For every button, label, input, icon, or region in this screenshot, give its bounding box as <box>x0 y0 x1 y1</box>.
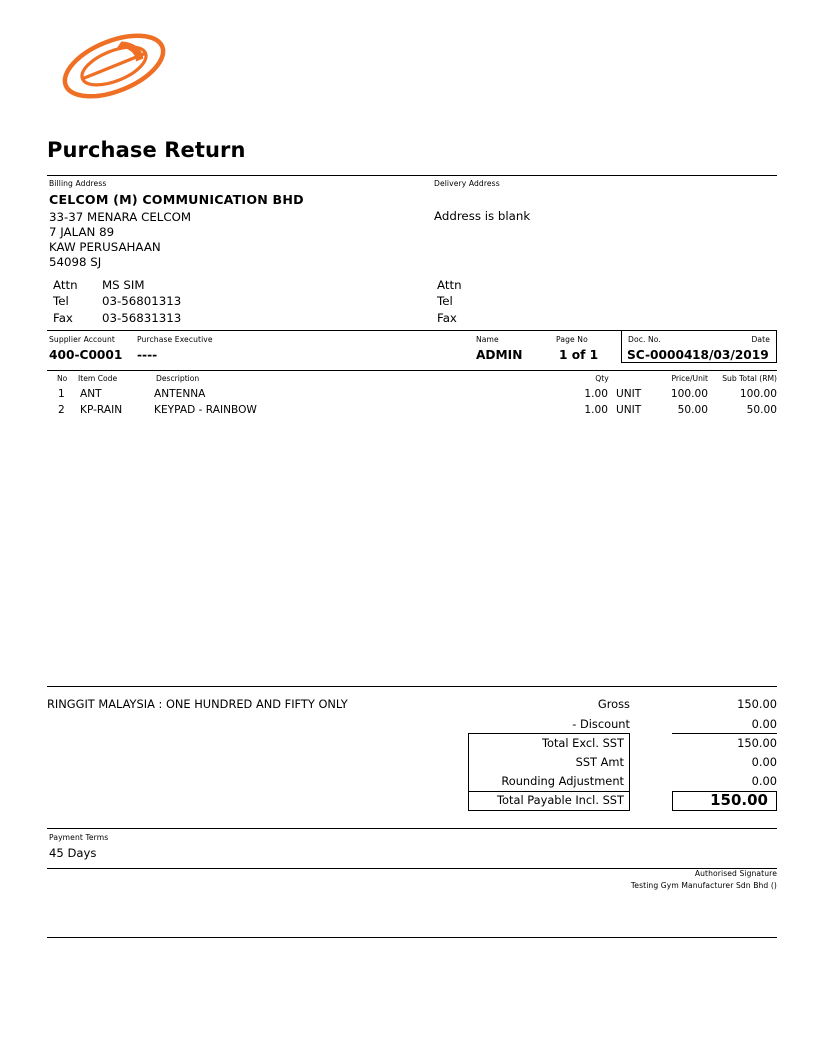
table-row: KEYPAD - RAINBOW <box>154 404 257 416</box>
billing-fax-label: Fax <box>53 311 73 325</box>
table-row: 50.00 <box>677 404 708 416</box>
table-row: 1.00 <box>584 388 608 400</box>
divider-above-signature <box>47 868 777 869</box>
divider-page-bottom <box>47 937 777 938</box>
discount-value: 0.00 <box>751 717 777 731</box>
gross-label: Gross <box>597 697 630 711</box>
name-value: ADMIN <box>476 348 523 362</box>
table-row: 100.00 <box>739 388 777 400</box>
total-excl-sst-value: 150.00 <box>737 736 777 750</box>
discount-label: - Discount <box>572 717 630 731</box>
delivery-fax-label: Fax <box>437 311 457 325</box>
billing-line-1: 33-37 MENARA CELCOM <box>49 210 192 224</box>
column-header-price-unit: Price/Unit <box>671 374 708 383</box>
delivery-address-value: Address is blank <box>434 209 531 223</box>
total-payable-label: Total Payable Incl. SST <box>497 793 624 807</box>
table-row: 50.00 <box>746 404 777 416</box>
billing-tel-value: 03-56801313 <box>102 294 182 308</box>
authorised-signature-label: Authorised Signature <box>694 869 777 878</box>
page-no-label: Page No <box>556 335 588 344</box>
sst-amount-value: 0.00 <box>751 755 777 769</box>
billing-tel-label: Tel <box>53 294 69 308</box>
column-header-qty: Qty <box>595 374 609 383</box>
supplier-account-label: Supplier Account <box>49 335 115 344</box>
column-header-description: Description <box>156 374 200 383</box>
delivery-address-caption: Delivery Address <box>434 179 500 188</box>
amount-in-words: RINGGIT MALAYSIA : ONE HUNDRED AND FIFTY ONLY <box>47 697 348 711</box>
table-row: ANTENNA <box>154 388 206 400</box>
billing-line-3: KAW PERUSAHAAN <box>49 240 161 254</box>
billing-attn-value: MS SIM <box>102 278 145 292</box>
billing-address-caption: Billing Address <box>49 179 107 188</box>
doc-no-value: SC-00004 <box>627 348 693 362</box>
rounding-adjustment-value: 0.00 <box>751 774 777 788</box>
page-no-value: 1 of 1 <box>559 348 599 362</box>
page-title: Purchase Return <box>47 138 246 162</box>
billing-attn-label: Attn <box>53 278 78 292</box>
divider-under-title <box>47 175 777 176</box>
signature-company-name: Testing Gym Manufacturer Sdn Bhd () <box>630 881 777 890</box>
table-row: UNIT <box>616 388 642 400</box>
divider-under-meta <box>47 370 777 371</box>
column-header-sub-total: Sub Total (RM) <box>722 374 777 383</box>
delivery-tel-label: Tel <box>437 294 453 308</box>
table-row: 100.00 <box>670 388 708 400</box>
date-value: 18/03/2019 <box>692 348 769 362</box>
payment-terms-label: Payment Terms <box>49 833 109 842</box>
table-row: ANT <box>80 388 102 400</box>
table-row: 2 <box>58 404 65 416</box>
company-e-logo <box>58 30 170 102</box>
delivery-attn-label: Attn <box>437 278 462 292</box>
table-row: 1 <box>58 388 65 400</box>
purchase-executive-label: Purchase Executive <box>137 335 213 344</box>
table-row: UNIT <box>616 404 642 416</box>
billing-line-2: 7 JALAN 89 <box>49 225 115 239</box>
name-label: Name <box>476 335 499 344</box>
column-header-item-code: Item Code <box>78 374 118 383</box>
divider-under-discount <box>672 733 777 734</box>
totals-box-separator <box>468 791 630 792</box>
total-payable-value: 150.00 <box>710 791 768 809</box>
sst-amount-label: SST Amt <box>575 755 624 769</box>
divider-above-payment-terms <box>47 828 777 829</box>
total-excl-sst-label: Total Excl. SST <box>541 736 624 750</box>
supplier-account-value: 400-C0001 <box>49 348 123 362</box>
table-row: 1.00 <box>584 404 608 416</box>
payment-terms-value: 45 Days <box>49 846 97 860</box>
gross-value: 150.00 <box>737 697 777 711</box>
doc-no-label: Doc. No. <box>628 335 661 344</box>
billing-fax-value: 03-56831313 <box>102 311 182 325</box>
column-header-no: No <box>57 374 68 383</box>
billing-company: CELCOM (M) COMMUNICATION BHD <box>49 192 304 207</box>
date-label: Date <box>751 335 770 344</box>
table-row: KP-RAIN <box>80 404 123 416</box>
purchase-executive-value: ---- <box>137 348 158 362</box>
billing-line-4: 54098 SJ <box>49 255 102 269</box>
divider-above-totals <box>47 686 777 687</box>
rounding-adjustment-label: Rounding Adjustment <box>501 774 624 788</box>
